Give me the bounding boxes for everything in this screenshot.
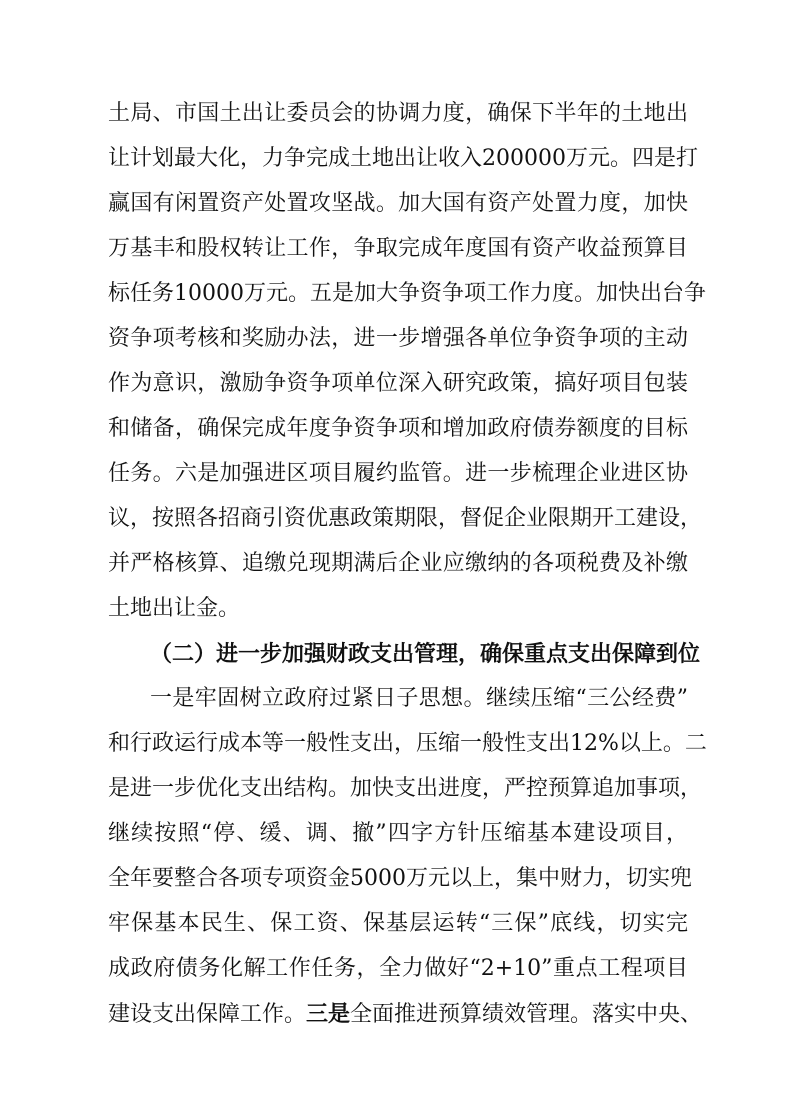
body-text-line: 和储备，确保完成年度争资争项和增加政府债券额度的目标: [108, 416, 688, 441]
body-text-line: 任务。六是加强进区项目履约监管。进一步梳理企业进区协: [108, 461, 688, 486]
body-text-line: 和行政运行成本等一般性支出，压缩一般性支出12%以上。二: [108, 731, 707, 756]
body-text-line: 并严格核算、追缴兑现期满后企业应缴纳的各项税费及补缴: [108, 551, 688, 576]
bold-text-run: 三是: [306, 1001, 351, 1027]
body-text-line-mixed: [108, 994, 703, 1034]
text-run: 全面推进预算绩效管理。落实中央、: [350, 1002, 703, 1027]
body-text-line: 资争项考核和奖励办法，进一步增强各单位争资争项的主动: [108, 326, 688, 351]
body-text-line: 万基丰和股权转让工作，争取完成年度国有资产收益预算目: [108, 236, 688, 261]
body-text-line: 标任务10000万元。五是加大争资争项工作力度。加快出台争: [108, 281, 706, 306]
text-run: 建设支出保障工作。: [108, 1002, 307, 1027]
body-text-line: 牢保基本民生、保工资、保基层运转“三保”底线，切实完: [108, 911, 688, 936]
body-text-line: 是进一步优化支出结构。加快支出进度，严控预算追加事项，: [108, 776, 703, 801]
body-text-line: 议，按照各招商引资优惠政策期限，督促企业限期开工建设，: [108, 506, 703, 531]
body-text-line: 一是牢固树立政府过紧日子思想。继续压缩“三公经费”: [150, 686, 688, 711]
body-text-line: 赢国有闲置资产处置攻坚战。加大国有资产处置力度，加快: [108, 191, 688, 216]
body-text-line: 让计划最大化，力争完成土地出让收入200000万元。四是打: [108, 146, 698, 171]
body-text-line: 土地出让金。: [108, 596, 241, 621]
body-text-line: 全年要整合各项专项资金5000万元以上，集中财力，切实兜: [108, 866, 692, 891]
body-text-line: 继续按照“停、缓、调、撤”四字方针压缩基本建设项目，: [108, 821, 688, 846]
section-heading: （二）进一步加强财政支出管理，确保重点支出保障到位: [150, 641, 701, 667]
body-text-line: 作为意识，激励争资争项单位深入研究政策，搞好项目包装: [108, 371, 688, 396]
body-text-line: 成政府债务化解工作任务，全力做好“2+10”重点工程项目: [108, 956, 688, 981]
body-text-line: 土局、市国土出让委员会的协调力度，确保下半年的土地出: [108, 101, 688, 126]
